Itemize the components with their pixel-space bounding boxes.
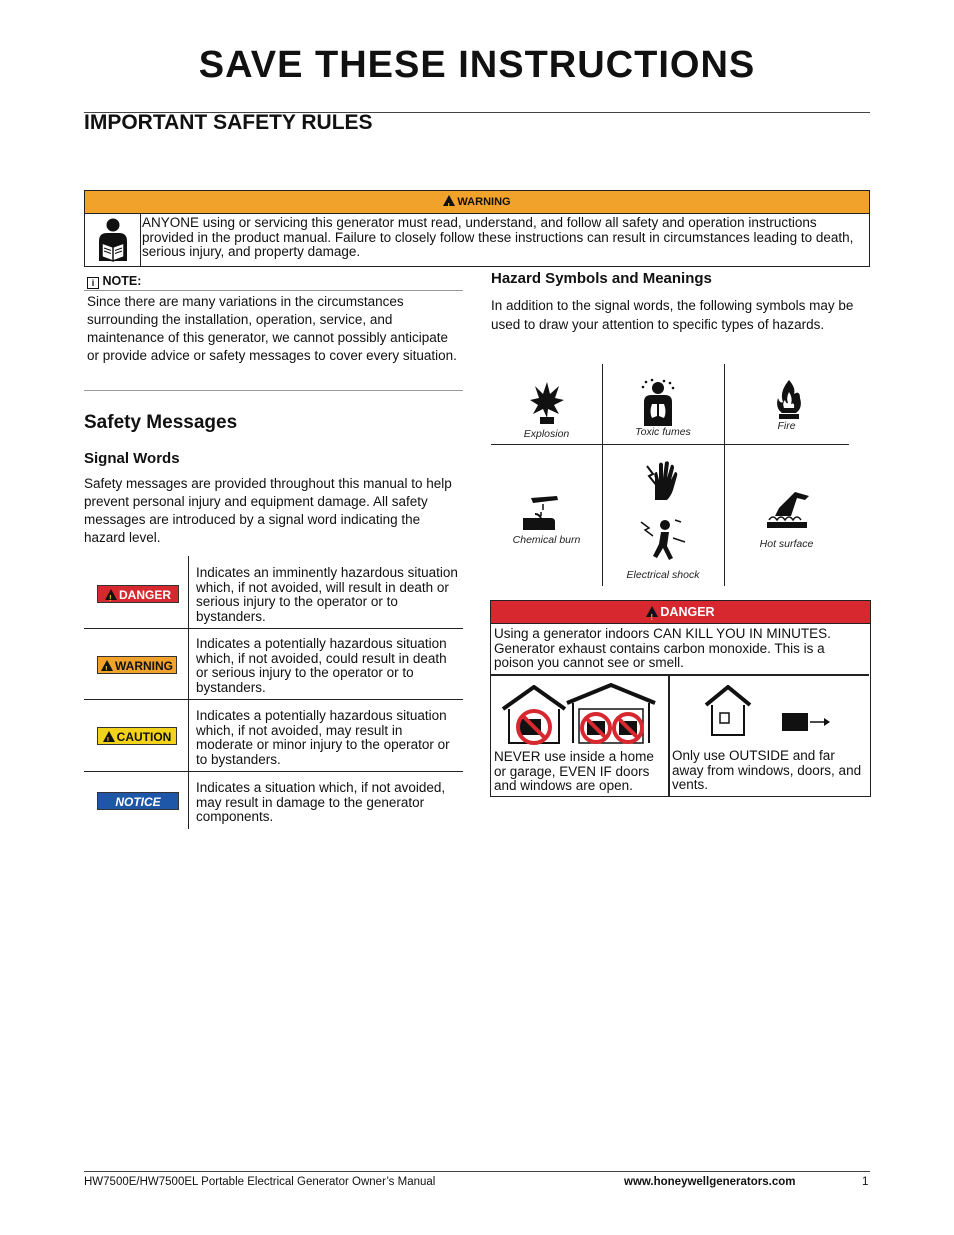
warning-label: WARNING	[457, 196, 511, 208]
section-title: IMPORTANT SAFETY RULES	[84, 111, 373, 134]
notice-description: Indicates a situation which, if not avoided, may result in damage to the generator components.	[196, 780, 446, 824]
danger-triangle-icon	[646, 606, 658, 617]
hazard-symbols-heading: Hazard Symbols and Meanings	[491, 270, 712, 287]
no-garage-icon	[565, 683, 657, 745]
caution-badge	[97, 727, 177, 745]
note-text: Since there are many variations in the circumstances surrounding the installation, operation, service, and maintenance of this generator, we cannot possibly anticipate or provide advice or safety messages to cover every situation.	[87, 294, 457, 363]
danger-badge	[97, 585, 179, 603]
signal-words-heading: Signal Words	[84, 450, 180, 467]
grid-line	[491, 444, 849, 445]
warning-text: ANYONE using or servicing this generator must read, understand, and follow all safety and operation instructions provided in the product manual. Failure to closely follow these instructions can result in circumstances leading to death, serious injury, and property damage.	[142, 215, 854, 259]
footer-url[interactable]: www.honeywellgenerators.com	[624, 1176, 796, 1188]
safety-messages-heading: Safety Messages	[84, 412, 238, 433]
caution-badge-label: CAUTION	[116, 730, 172, 744]
chemical-burn-icon	[521, 494, 565, 532]
signal-words-table	[84, 556, 463, 829]
warning-box	[84, 190, 870, 267]
hot-surface-label: Hot surface	[759, 538, 814, 550]
hazard-symbols-intro: In addition to the signal words, the following symbols may be used to draw your attention to specific types of hazards.	[491, 298, 854, 332]
outside-only-text: Only use OUTSIDE and far away from windows, doors, and vents.	[672, 748, 862, 792]
danger-box	[490, 600, 871, 797]
grid-line	[602, 364, 603, 586]
grid-line	[724, 364, 725, 586]
danger-text: Using a generator indoors CAN KILL YOU IN MINUTES. Generator exhaust contains carbon monoxide. This is a poison you cannot see or smell.	[494, 626, 831, 670]
table-row	[84, 772, 463, 829]
toxic-fumes-icon	[638, 378, 678, 426]
electrical-shock-hand-icon	[645, 460, 681, 502]
danger-triangle-icon	[105, 589, 117, 600]
table-row	[84, 700, 463, 772]
notice-badge	[97, 792, 179, 810]
electrical-shock-person-icon	[637, 518, 687, 564]
hot-surface-icon	[765, 490, 813, 530]
explosion-label: Explosion	[523, 428, 570, 440]
chemical-burn-label: Chemical burn	[512, 534, 581, 546]
outdoor-generator-icon	[704, 685, 834, 737]
danger-box-label: DANGER	[660, 605, 715, 619]
danger-description: Indicates an imminently hazardous situation which, if not avoided, will result in death or serious injury to the operator or to bystanders.	[196, 565, 458, 624]
warning-header	[85, 191, 869, 214]
warning-triangle-icon	[101, 660, 113, 671]
signal-words-text: Safety messages are provided throughout this manual to help prevent personal injury and equipment damage. All safety messages are introduced by a signal word indicating the hazard level.	[84, 476, 452, 545]
person-reading-manual-icon	[93, 217, 133, 263]
note-label: NOTE:	[102, 274, 142, 288]
warning-badge	[97, 656, 177, 674]
notice-badge-label: NOTICE	[115, 795, 161, 809]
page-title: SAVE THESE INSTRUCTIONS	[198, 44, 756, 86]
table-row	[84, 556, 463, 629]
footer-page-number: 1	[862, 1176, 869, 1188]
footer-rule	[84, 1171, 870, 1172]
danger-badge-label: DANGER	[118, 588, 171, 602]
fire-icon	[774, 378, 804, 420]
caution-triangle-icon	[103, 731, 115, 742]
note-rule-top	[84, 290, 463, 291]
caution-description: Indicates a potentially hazardous situation which, if not avoided, may result in moderate or minor injury to the operator or to bystanders.	[196, 708, 450, 767]
toxic-fumes-label: Toxic fumes	[635, 426, 691, 438]
danger-rule	[491, 674, 869, 676]
explosion-icon	[529, 380, 565, 426]
table-row	[84, 629, 463, 700]
danger-divider	[668, 675, 670, 796]
note-header	[87, 274, 141, 289]
warning-triangle-icon	[443, 195, 455, 206]
electrical-shock-label: Electrical shock	[626, 569, 700, 581]
hazard-symbols-grid	[491, 364, 849, 586]
never-indoor-text: NEVER use inside a home or garage, EVEN IF doors and windows are open.	[494, 749, 654, 793]
info-icon: i	[87, 277, 99, 289]
danger-header	[491, 601, 870, 624]
warning-description: Indicates a potentially hazardous situation which, if not avoided, could result in death or serious injury to the operator or to bystanders.	[196, 636, 447, 695]
no-indoor-house-icon	[499, 685, 569, 745]
fire-label: Fire	[777, 420, 796, 432]
warning-icon-cell	[85, 213, 141, 266]
footer-manual-title: HW7500E/HW7500EL Portable Electrical Generator Owner’s Manual	[84, 1176, 436, 1188]
warning-badge-label: WARNING	[115, 659, 173, 673]
note-rule-bottom	[84, 390, 463, 391]
